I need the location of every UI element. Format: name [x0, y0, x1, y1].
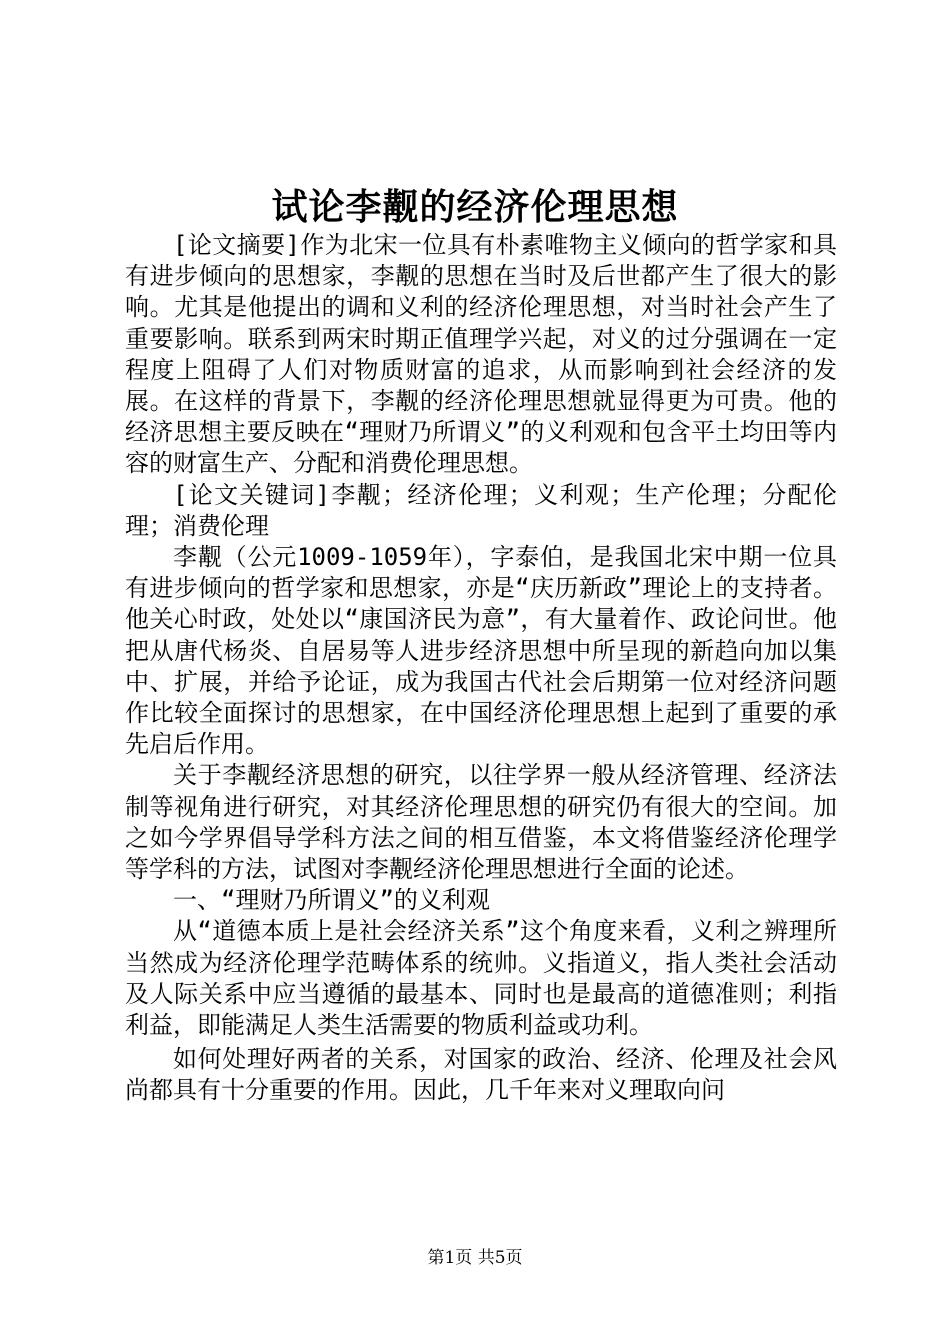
abstract-paragraph: [论文摘要]作为北宋一位具有朴素唯物主义倾向的哲学家和具有进步倾向的思想家，李觏的思想在当时及后世都产生了很大的影响。尤其是他提出的调和义利的经济伦理思想，对当时社会产生了重要影响。联系到两宋时期正值理学兴起，对义的过分强调在一定程度上阻碍了人们对物质财富的追求，从而影响到社会经济的发展。在这样的背景下，李觏的经济伦理思想就显得更为可贵。他的经济思想主要反映在“理财乃所谓义”的义利观和包含平土均田等内容的财富生产、分配和消费伦理思想。	[125, 231, 837, 478]
document-body	[125, 230, 837, 1107]
research-paragraph: 关于李觏经济思想的研究，以往学界一般从经济管理、经济法制等视角进行研究，对其经济伦理思想的研究仍有很大的空间。加之如今学界倡导学科方法之间的相互借鉴，本文将借鉴经济伦理学等学科的方法，试图对李觏经济伦理思想进行全面的论述。	[125, 761, 837, 884]
keywords-paragraph: [论文关键词]李觏；经济伦理；义利观；生产伦理；分配伦理；消费伦理	[125, 480, 837, 540]
relation-paragraph: 如何处理好两者的关系，对国家的政治、经济、伦理及社会风尚都具有十分重要的作用。因此，几千年来对义理取向问	[125, 1045, 837, 1105]
document-title: 试论李觏的经济伦理思想	[271, 187, 679, 228]
intro-paragraph: 李觏（公元1009-1059年），字泰伯，是我国北宋中期一位具有进步倾向的哲学家和思想家，亦是“庆历新政”理论上的支持者。他关心时政，处处以“康国济民为意”，有大量着作、政论问世。他把从唐代杨炎、自居易等人进步经济思想中所呈现的新趋向加以集中、扩展，并给予论证，成为我国古代社会后期第一位对经济问题作比较全面探讨的思想家，在中国经济伦理思想上起到了重要的承先启后作用。	[125, 543, 837, 759]
section-heading: 一、“理财乃所谓义”的义利观	[173, 886, 490, 915]
page-footer: 第1页 共5页	[427, 1248, 523, 1268]
yili-paragraph: 从“道德本质上是社会经济关系”这个角度来看，义利之辨理所当然成为经济伦理学范畴体系的统帅。义指道义，指人类社会活动及人际关系中应当遵循的最基本、同时也是最高的道德准则；利指利益，即能满足人类生活需要的物质利益或功利。	[125, 917, 837, 1040]
